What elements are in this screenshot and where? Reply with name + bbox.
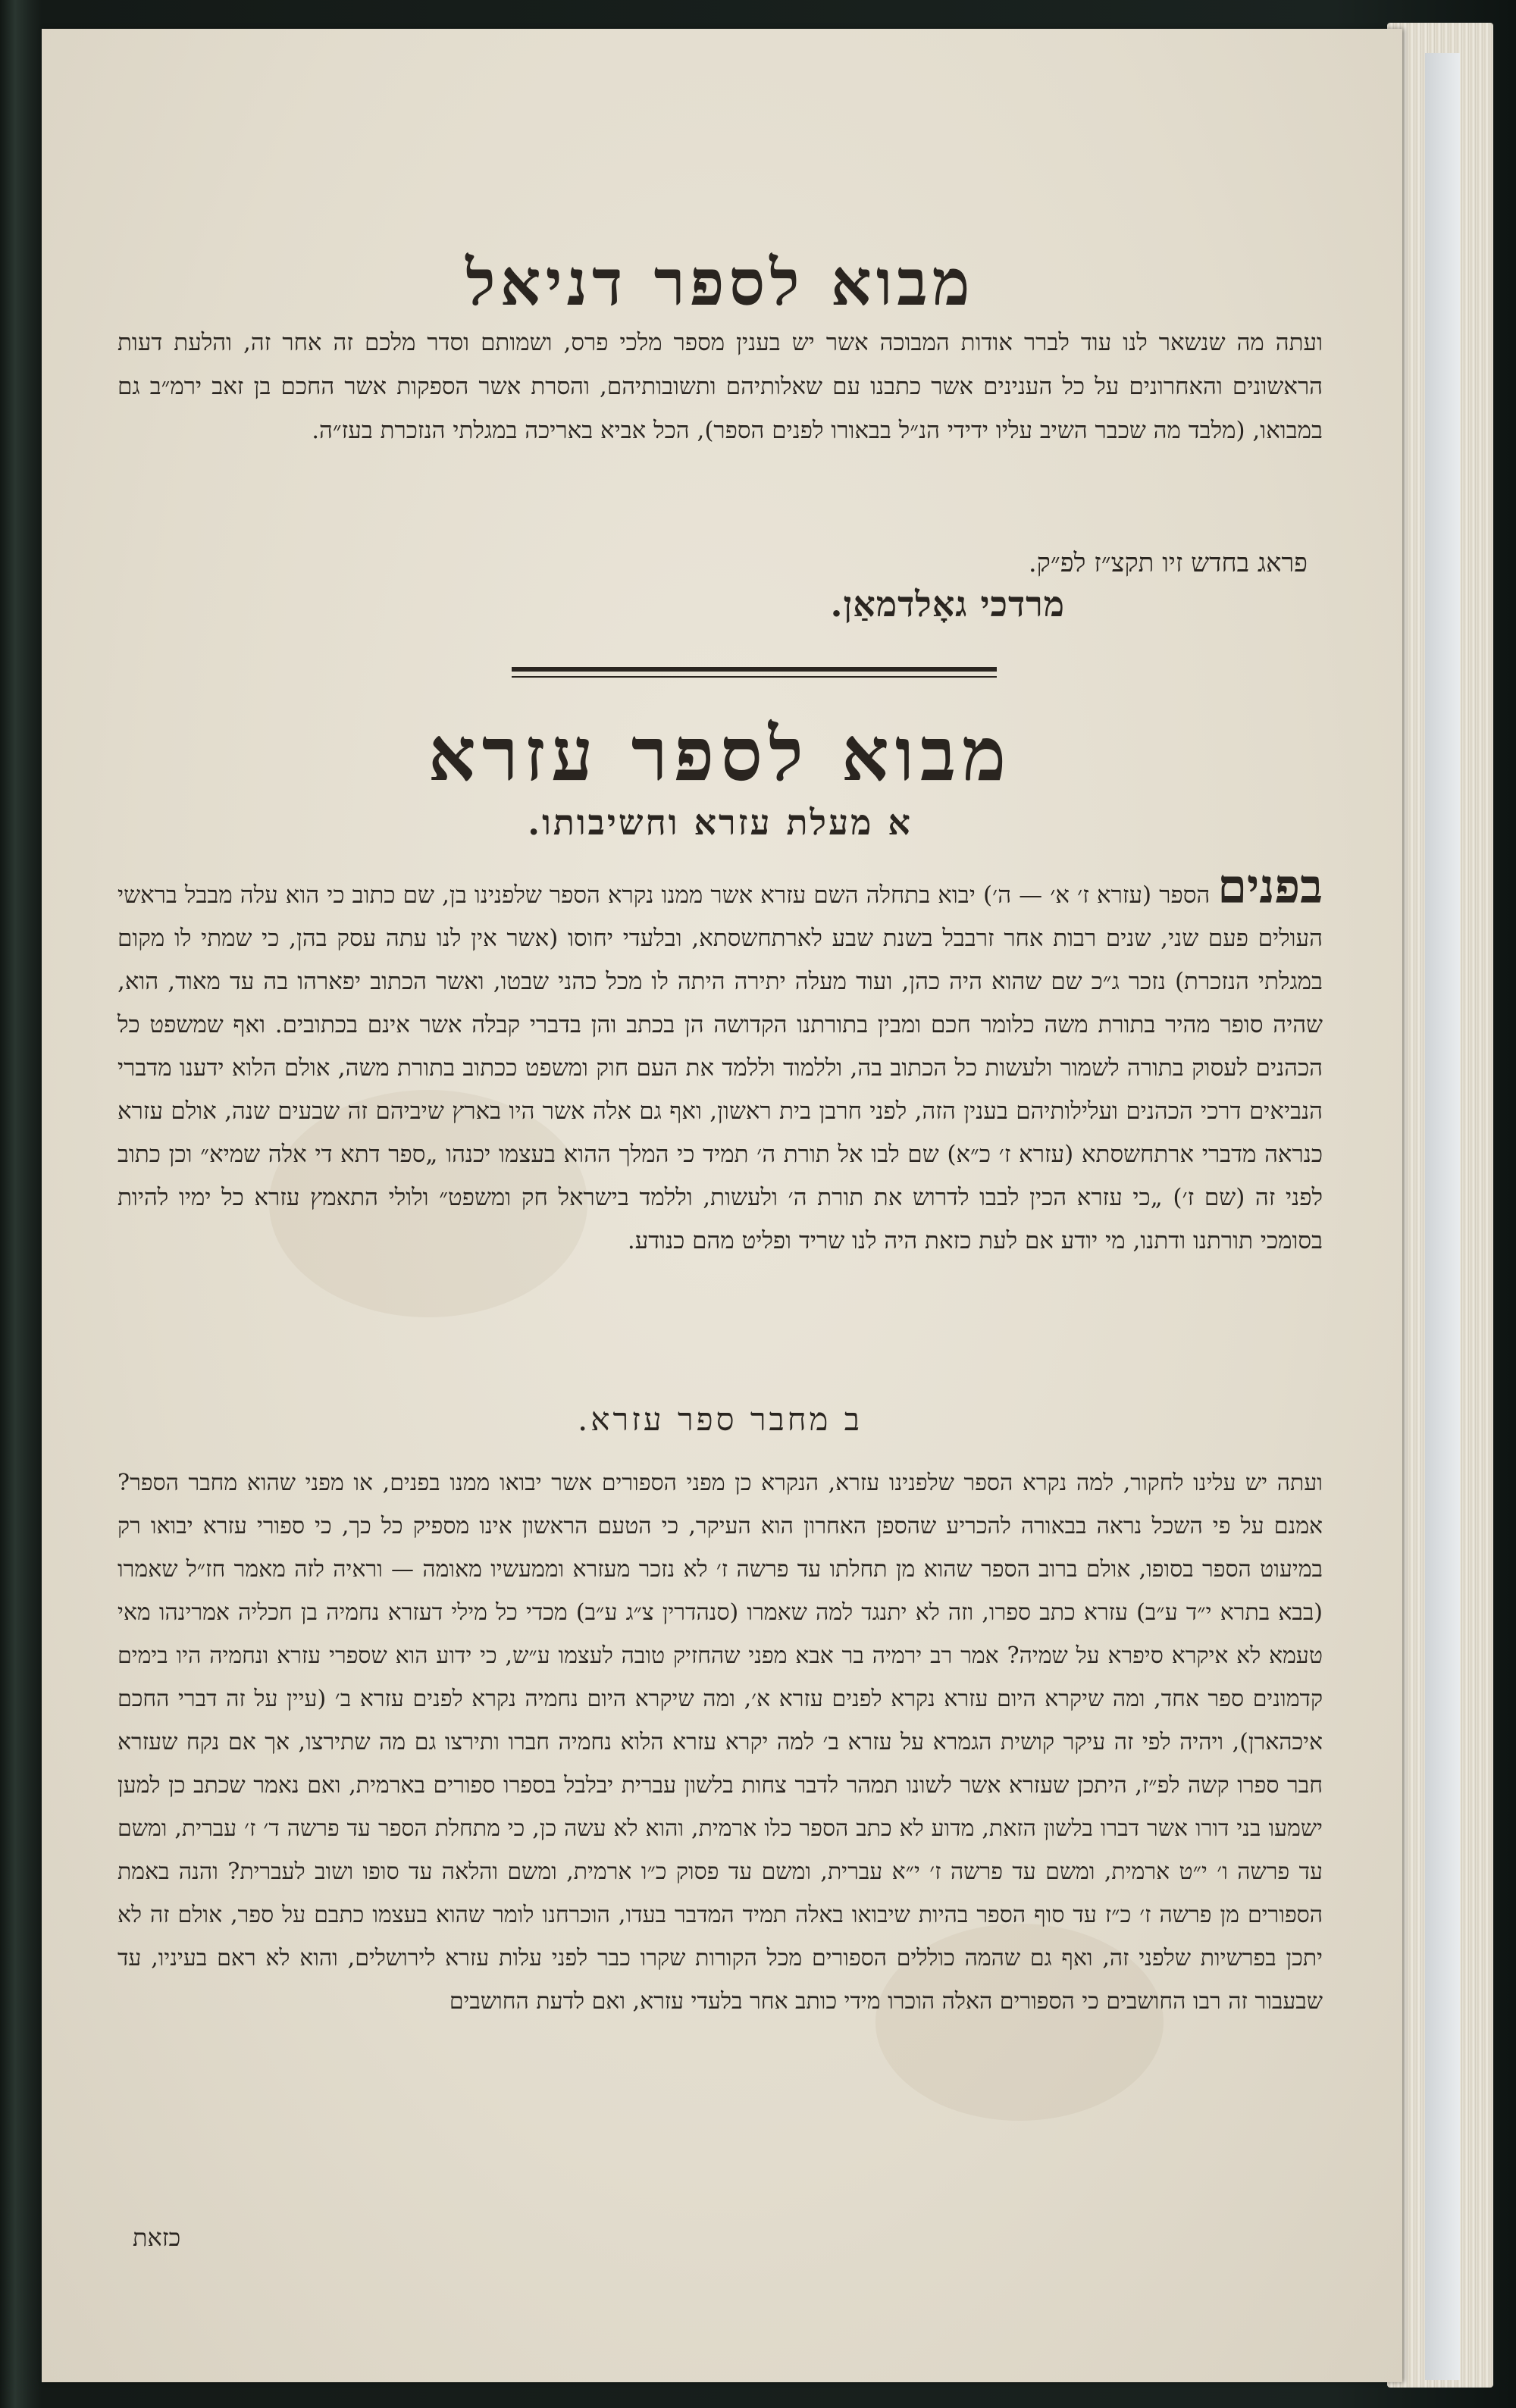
book-spine-strip: [1425, 53, 1460, 2380]
section-a-lead-word: בפנים: [1217, 859, 1323, 914]
section-a-paragraph: [117, 859, 1323, 1263]
section-divider-rule: [512, 667, 997, 672]
section-b-paragraph: ועתה יש עלינו לחקור, למה נקרא הספר שלפנינו עזרא, הנקרא כן מפני הספורים אשר יבואו ממנו בפנים, או מפני שהוא מחבר הספר? אמנם על פי השכל נראה בבאורה להכריע שהספן האחרון הוא העיקר, כי הטעם הראשון אינו מספיק כל כך, כי ספורי עזרא יבואו רק במיעוט הספר בסופו, אולם ברוב הספר שהוא מן תחלתו עד פרשה ז׳ לא נזכר מעזרא וממעשיו מאומה — וראיה לזה מאמר חז״ל שאמרו (בבא בתרא י״ד ע״ב) עזרא כתב ספרו, וזה לא יתנגד למה שאמרו (סנהדרין צ״ג ע״ב) מכדי כל מילי דעזרא נחמיה בן חכליה אמרינהו מאי טעמא לא איקרא סיפרא על שמיה? אמר רב ירמיה בר אבא מפני שהחזיק טובה לעצמו ע״ש, כי ידוע הוא שספרי עזרא ונחמיה היו בימים קדמונים ספר אחד, ומה שיקרא היום עזרא נקרא לפנים עזרא א׳, ומה שיקרא היום נחמיה נקרא לפנים עזרא ב׳ (עיין על זה דברי החכם איכהארן), ויהיה לפי זה עיקר קושית הגמרא על עזרא ב׳ למה יקרא עזרא הלוא נחמיה חברו ותירצו גם מה שתירצו, אך אם נקח שעזרא חבר ספרו קשה לפ״ז, היתכן שעזרא אשר לשונו תמהר לדבר צחות בלשון עברית יבלבל בספרו ספורים בארמית, ואם נאמר שכתב כן למען ישמעו בני דורו אשר דברו בלשון הזאת, מדוע לא כתב הספר כלו ארמית, והוא לא עשה כן, כי מתחלת הספר עד פרשה ד׳ ז׳ עברית, ומשם עד פרשה ו׳ י״ט ארמית, ומשם עד פרשה ז׳ י״א עברית, ומשם עד פסוק כ״ו ארמית, ומשם והלאה עד סופו ושוב לעברית? והנה באמת הספורים מן פרשה ז׳ כ״ז עד סוף הספר בהיות שיבואו באלה תמיד המדבר בעדו, הוכרחנו לומר שהוא בעצמו כתבם על ספר, אולם זה לא יתכן בפרשיות שלפני זה, ואף גם שהמה כוללים הספורים מכל הקורות שקרו כבר לפני עלות עזרא לירושלים, והוא לא ראם בעיניו, עד שבעבור זה רבו החושבים כי הספורים האלה הוכרו מידי כותב אחר בלעדי עזרא, ואם לדעת החושבים: [117, 1470, 1323, 2015]
place-date-line: פראג בחדש זיו תקצ״ז לפ״ק.: [1028, 548, 1308, 578]
heading-daniel-intro: מבוא לספר דניאל: [465, 245, 975, 320]
page-content: [117, 29, 1323, 2382]
paragraph-daniel-intro: ועתה מה שנשאר לנו עוד לברר אודות המבוכה אשר יש בענין מספר מלכי פרס, ושמותם וסדר מלכם זה אחר זה, והלעת דעות הראשונים והאחרונים על כל הענינים אשר כתבנו עם שאלותיהם ותשובותיהם, והסרת אשר הספקות אשר החכם בן זאב ירמ״ב גם במבואו, (מלבד מה שכבר השיב עליו ידידי הנ״ל בבאורו לפנים הספר), הכל אביא באריכה במגלתי הנזכרת בעז״ה.: [117, 329, 1323, 444]
section-a-heading: א מעלת עזרא וחשיבותו.: [528, 802, 913, 843]
section-a-text: הספר (עזרא ז׳ א׳ — ה׳) יבוא בתחלה השם עזרא אשר ממנו נקרא הספר שלפנינו בן, שם כתוב כי הוא עלה מבבל בראשי העולים פעם שני, שנים רבות אחר זרבבל בשנת שבע לארתחשסתא, ובלעדי יחוסו (אשר אין לנו עתה עסק בהן, כי שמתי לו מקום במגלתי הנזכרת) נזכר ג״כ שם שהוא היה כהן, ועוד מעלה יתירה היתה לו מכל כהני שבטו, ואשר הכתוב יפארהו בה עד מאוד, הוא, שהיה סופר מהיר בתורת משה כלומר חכם ומבין בתורתנו הקדושה הן בכתב והן בדברי קבלה אשר אינם בכתובים. ואף שמשפט כל הכהנים לעסוק בתורה לשמור ולעשות כל הכתוב בה, וללמוד וללמד את העם חוק ומשפט ככתוב בתורת משה, אולם הלוא ידענו מדברי הנביאים דרכי הכהנים ועלילותיהם בענין הזה, לפני חרבן בית ראשון, ואף גם אלה אשר היו בארץ שיביהם זה שבעים שנה, אולם עזרא כנראה מדברי ארתחשסתא (עזרא ז׳ כ״א) שם לבו אל תורת ה׳ תמיד כי המלך ההוא בעצמו יכנהו „ספר דתא די אלה שמיא״ וכן כתוב לפני זה (שם ז׳) „כי עזרא הכין לבבו לדרוש את תורת ה׳ ולעשות, וללמד בישראל חק ומשפט״ ולולי התאמץ עזרא כל ימיו להיות בסומכי תורתנו ודתנו, מי יודע אם לעת כזאת היה לנו שריד ופליט מהם כנודע.: [117, 881, 1323, 1254]
book-page: [42, 29, 1402, 2382]
section-b-heading: ב מחבר ספר עזרא.: [577, 1401, 863, 1438]
author-signature: מרדכי גאָלדמאַן.: [830, 584, 1065, 625]
catchword: כזאת: [133, 2223, 181, 2252]
heading-ezra-intro: מבוא לספר עזרא: [428, 711, 1013, 798]
